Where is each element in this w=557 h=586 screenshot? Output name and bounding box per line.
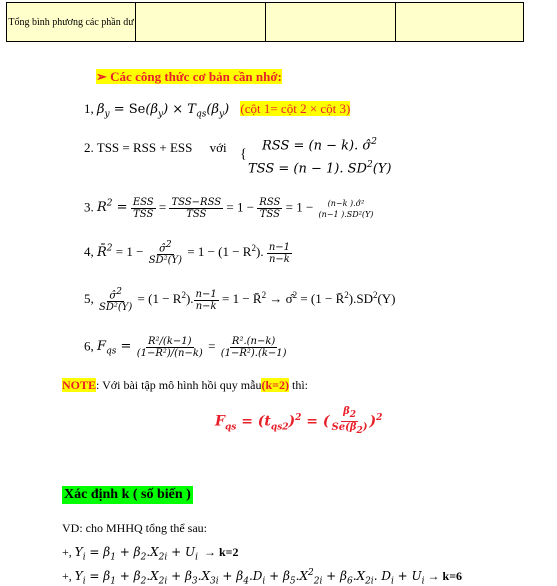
arrow-icon: ➢ bbox=[96, 69, 107, 84]
note-k: (k=2) bbox=[261, 378, 289, 392]
formula-6: 6, $F_{qs}$ = $\frac{\text{R²/(k−1)}}{\text{(1−R²)/(n−k)}}$ = $\frac{\text{R².(n−k)}}{\text{(1−R²).(k−1)}}$ bbox=[84, 336, 287, 359]
example-line-2: +, $Y_i = \beta_1 + \beta_2.X_{2i} + \beta_3.X_{3i} + \beta_4.D_i + \beta_5.X^2_{2i} + \beta_6.X_{2i}$. $D_i + U_i \to k=6$ bbox=[62, 568, 463, 586]
example-result: k=6 bbox=[442, 569, 463, 583]
formula-number: 1, bbox=[84, 101, 94, 116]
formula-1 bbox=[84, 101, 350, 120]
formula-number: 5, bbox=[84, 291, 94, 307]
note-tail: thì: bbox=[288, 378, 308, 392]
formula-number: 3. bbox=[84, 199, 94, 215]
formula-number: 6, bbox=[84, 338, 94, 354]
section-heading bbox=[96, 69, 282, 85]
formula-body: TSS = RSS + ESS bbox=[96, 140, 193, 155]
formula-word: với bbox=[209, 140, 227, 155]
table-cell bbox=[266, 3, 396, 42]
note-line bbox=[62, 378, 308, 393]
formula-2 bbox=[84, 140, 227, 156]
formula-5: 5, $\frac{\sigmâ^2}{\text{SD²(Y)}}$ = $(1 - R^2)$. $\frac{n-1}{n-k}$ = 1 − R̄$^2$ → σ̂$^2$ = $(1 - R̄^2).SD^2(Y)$ bbox=[84, 287, 396, 314]
formula-note: (cột 1= cột 2 × cột 3) bbox=[240, 101, 351, 116]
formula-body: $\beta_y = Se(\beta_y) \times T_{qs}(\beta_y)$ bbox=[97, 102, 230, 120]
example-result: k=2 bbox=[218, 545, 239, 559]
formula-3: 3. $R^2$ = $\frac{\text{ESS}}{\text{TSS}}$ = $\frac{\text{TSS−RSS}}{\text{TSS}}$ = 1 − $\frac{\text{RSS}}{\text{TSS}}$ = 1 − (n−k ).σ̂² (n−1 ).SD²(Y) bbox=[84, 197, 374, 220]
example-intro: VD: cho MHHQ tổng thể sau: bbox=[62, 521, 207, 535]
section-heading-label: Các công thức cơ bản cần nhớ: bbox=[110, 69, 282, 84]
formula-number: 2. bbox=[84, 140, 94, 155]
brace-icon: { bbox=[240, 147, 247, 162]
formula-number: 4, bbox=[84, 244, 94, 260]
k-heading: Xác định k ( số biến ) bbox=[64, 487, 191, 502]
example-line-1: +, $Y_i = \beta_1 + \beta_2.X_{2i} + U_i \to k=2$ bbox=[62, 545, 239, 563]
table-cell bbox=[136, 3, 266, 42]
table-row bbox=[7, 3, 524, 42]
summary-table bbox=[6, 2, 524, 42]
table-cell-label: Tổng bình phương các phần dư bbox=[7, 3, 136, 42]
formula-4: 4, R̄$^2$ = 1 − $\frac{\sigmâ^2}{\text{SD²(Y)}}$ = $1 - (1 - R^2)$. $\frac{n-1}{n-k}$ bbox=[84, 240, 291, 267]
tss-formula: TSS = (n − 1). $SD^2(Y)$ bbox=[248, 160, 392, 177]
note-label: NOTE bbox=[62, 378, 97, 392]
rss-formula: RSS = (n − k). σ̂$^2$ bbox=[262, 137, 377, 154]
note-text: : Với bài tập mô hình hồi quy mẫu bbox=[96, 378, 262, 392]
fqs-formula: $F_{qs} = (t_{qs2})^2$ = ( $\frac{\beta_2}{Se(\beta_2)}$ )$^2$ bbox=[215, 406, 383, 436]
table-cell bbox=[396, 3, 524, 42]
